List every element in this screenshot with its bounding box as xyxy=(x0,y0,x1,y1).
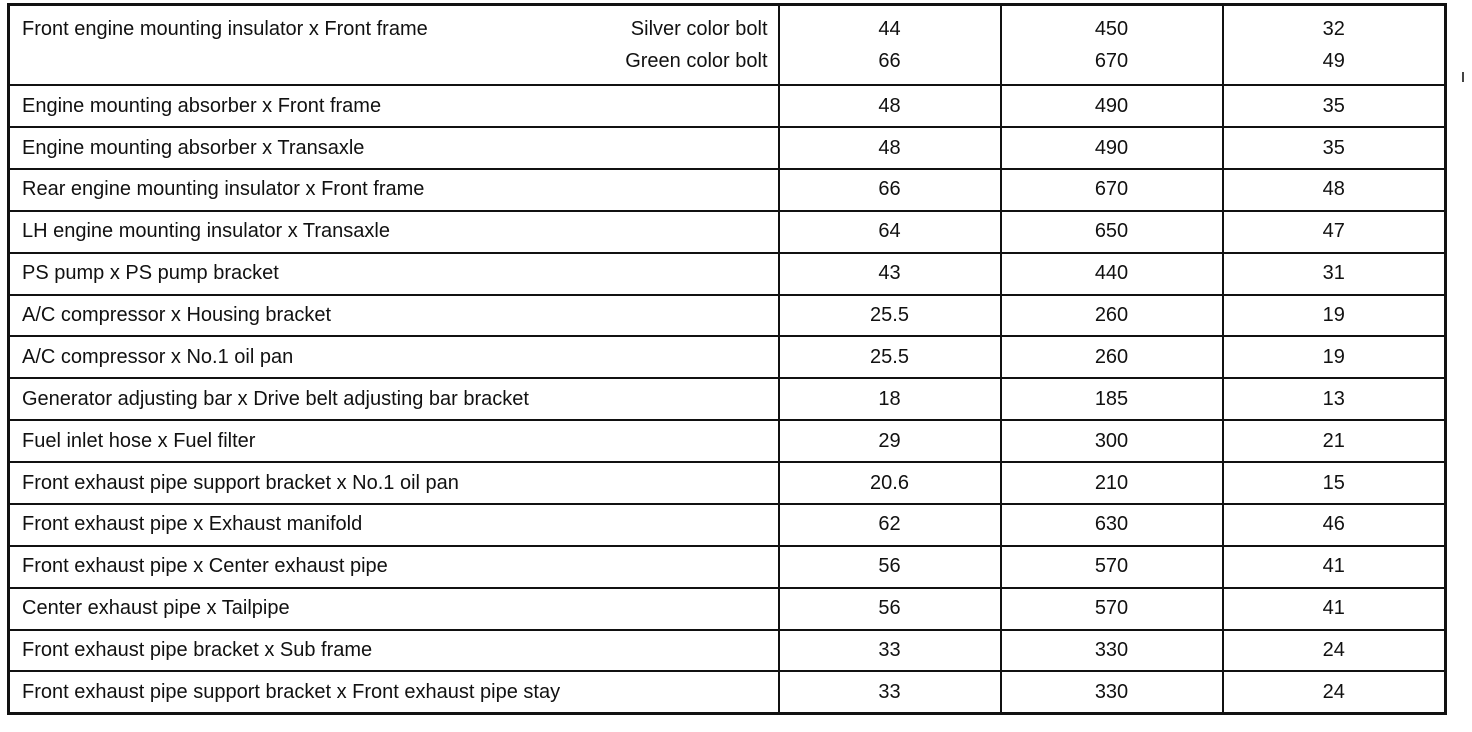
value-cell: 19 xyxy=(1223,336,1446,378)
value-cell: 41 xyxy=(1223,546,1446,588)
value-cell: 43 xyxy=(779,253,1001,295)
value-cell: 35 xyxy=(1223,85,1446,127)
part-cell: Center exhaust pipe x Tailpipe xyxy=(9,588,779,630)
value-cell: 47 xyxy=(1223,211,1446,253)
value-cell: 66 xyxy=(779,169,1001,211)
value-cell xyxy=(1001,5,1223,86)
table-row xyxy=(9,211,1446,253)
value-cell: 48 xyxy=(779,85,1001,127)
value-cell: 48 xyxy=(779,127,1001,169)
value-cell: 20.6 xyxy=(779,462,1001,504)
value-cell: 33 xyxy=(779,671,1001,713)
value-cell: 490 xyxy=(1001,85,1223,127)
value-cell: 33 xyxy=(779,630,1001,672)
bolt-variants xyxy=(625,13,767,77)
value-cell: 46 xyxy=(1223,504,1446,546)
value-cell: 19 xyxy=(1223,295,1446,337)
part-cell: Engine mounting absorber x Transaxle xyxy=(9,127,779,169)
part-cell: Fuel inlet hose x Fuel filter xyxy=(9,420,779,462)
value-cell: 21 xyxy=(1223,420,1446,462)
value-cell: 24 xyxy=(1223,630,1446,672)
value-cell: 31 xyxy=(1223,253,1446,295)
variant-label: Silver color bolt xyxy=(630,18,768,41)
value-cell: 56 xyxy=(779,546,1001,588)
value-cell xyxy=(779,5,1001,86)
value-cell: 260 xyxy=(1001,336,1223,378)
part-cell: Front exhaust pipe support bracket x No.1 oil pan xyxy=(9,462,779,504)
table-row xyxy=(9,630,1446,672)
table-row xyxy=(9,504,1446,546)
value-cell: 670 xyxy=(1001,169,1223,211)
value-cell: 25.5 xyxy=(779,336,1001,378)
value-cell: 15 xyxy=(1223,462,1446,504)
table-row xyxy=(9,671,1446,713)
value-cell: 62 xyxy=(779,504,1001,546)
value-cell: 440 xyxy=(1001,253,1223,295)
part-name: Front engine mounting insulator x Front frame xyxy=(22,18,428,41)
edge-mark xyxy=(1462,72,1464,82)
value-cell: 13 xyxy=(1223,378,1446,420)
value-cell: 490 xyxy=(1001,127,1223,169)
value-cell: 24 xyxy=(1223,671,1446,713)
value: 450 xyxy=(1094,18,1129,41)
value-cell xyxy=(1223,5,1446,86)
value-cell: 330 xyxy=(1001,671,1223,713)
table-row xyxy=(9,5,1446,86)
value-cell: 650 xyxy=(1001,211,1223,253)
part-cell: Generator adjusting bar x Drive belt adjusting bar bracket xyxy=(9,378,779,420)
table-row xyxy=(9,588,1446,630)
variant-label: Green color bolt xyxy=(625,50,768,73)
part-cell: Engine mounting absorber x Front frame xyxy=(9,85,779,127)
part-cell: Front exhaust pipe bracket x Sub frame xyxy=(9,630,779,672)
part-cell: LH engine mounting insulator x Transaxle xyxy=(9,211,779,253)
table-row xyxy=(9,295,1446,337)
value-cell: 260 xyxy=(1001,295,1223,337)
value-cell: 35 xyxy=(1223,127,1446,169)
part-cell xyxy=(9,5,779,86)
table-row xyxy=(9,420,1446,462)
table-row xyxy=(9,169,1446,211)
table-row xyxy=(9,127,1446,169)
table-row xyxy=(9,85,1446,127)
value: 49 xyxy=(1322,50,1345,73)
value-cell: 300 xyxy=(1001,420,1223,462)
table-row xyxy=(9,462,1446,504)
value-cell: 48 xyxy=(1223,169,1446,211)
part-cell: A/C compressor x Housing bracket xyxy=(9,295,779,337)
table-row xyxy=(9,378,1446,420)
value-cell: 64 xyxy=(779,211,1001,253)
table-row xyxy=(9,253,1446,295)
part-cell: A/C compressor x No.1 oil pan xyxy=(9,336,779,378)
table-row xyxy=(9,546,1446,588)
part-cell: Front exhaust pipe x Center exhaust pipe xyxy=(9,546,779,588)
value-cell: 330 xyxy=(1001,630,1223,672)
value-cell: 29 xyxy=(779,420,1001,462)
part-cell: Front exhaust pipe support bracket x Front exhaust pipe stay xyxy=(9,671,779,713)
value-cell: 18 xyxy=(779,378,1001,420)
value-cell: 630 xyxy=(1001,504,1223,546)
value-cell: 41 xyxy=(1223,588,1446,630)
part-cell: PS pump x PS pump bracket xyxy=(9,253,779,295)
value-cell: 210 xyxy=(1001,462,1223,504)
value-cell: 25.5 xyxy=(779,295,1001,337)
part-cell: Rear engine mounting insulator x Front frame xyxy=(9,169,779,211)
value: 670 xyxy=(1094,50,1129,73)
value-cell: 570 xyxy=(1001,588,1223,630)
table-row xyxy=(9,336,1446,378)
table-body xyxy=(9,5,1446,714)
value: 66 xyxy=(878,50,901,73)
value: 44 xyxy=(878,18,901,41)
value: 32 xyxy=(1322,18,1345,41)
value-cell: 570 xyxy=(1001,546,1223,588)
part-cell: Front exhaust pipe x Exhaust manifold xyxy=(9,504,779,546)
value-cell: 185 xyxy=(1001,378,1223,420)
torque-specification-table xyxy=(7,3,1447,715)
value-cell: 56 xyxy=(779,588,1001,630)
